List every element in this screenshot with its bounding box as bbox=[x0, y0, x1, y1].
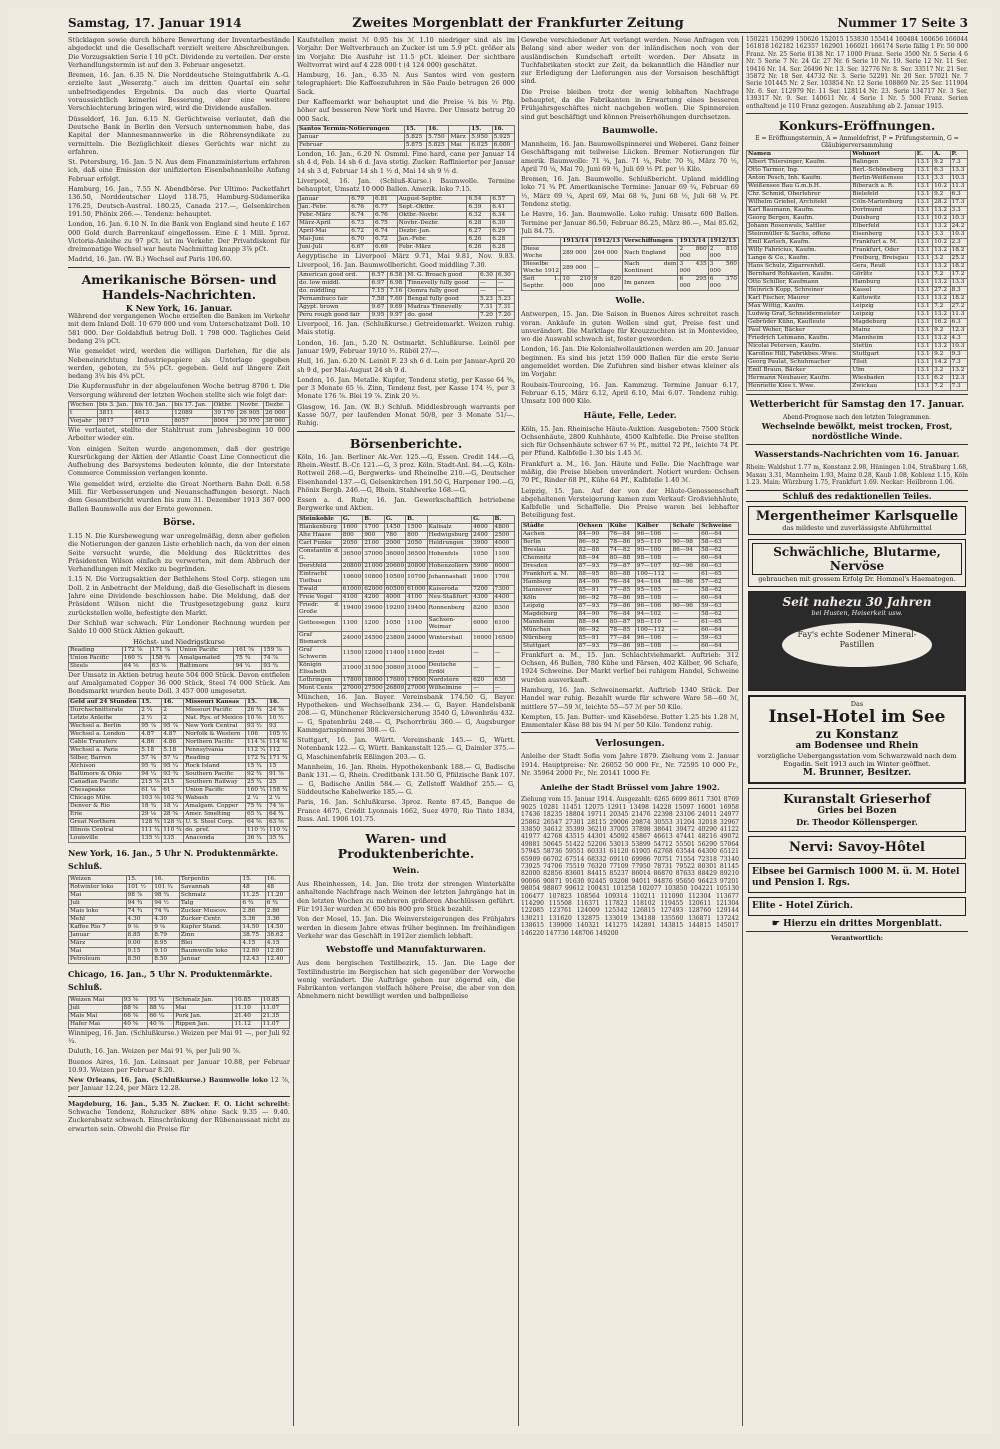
divider bbox=[746, 394, 968, 395]
heading-newyork-produkten: New York, 16. Jan., 5 Uhr N. Produktenmärkte. Schluß. bbox=[68, 847, 279, 871]
heading-wetterbericht: Wetterbericht für Samstag den 17. Januar. bbox=[749, 399, 965, 410]
subheading: Höchst- und Niedrigstkurse bbox=[133, 637, 225, 646]
heading-verlosungen: Verlosungen. bbox=[595, 738, 665, 750]
divider bbox=[746, 444, 968, 445]
text-block: Hamburg, 16. Jan., 6.35 N. Aus Santos wird von gestern telegraphiert: Die Kaffeezufuhren in São Paulo betrugen 26 000 Sack. bbox=[297, 71, 515, 96]
divider bbox=[68, 267, 290, 268]
text-block: 1.15 N. Die Kursbewegung war unregelmäßig, denn aber gefielen die Notierungen der ganzen Liste erheblich nach, da von der einen Seite versucht wurde, die Meldung des Rücktrittes des Präsidenten Wilson einfach zu verwerten, mit dem Abbruch der Verhandlungen mit Mexiko zu begründen. bbox=[68, 531, 290, 574]
ad-fays-oval bbox=[782, 623, 932, 667]
number-list: Ziehung vom 15. Januar 1914. Ausgezahlt: 6265 6699 8611 7301 8769 9025 10281 11451 12075 12911 13498 14228 15097 16001 16958 17436 18235 18804 19711 20345 21476 22398 23106 24011 24977 25862 26547 27301 28115 29006 29874 30553 31204 32018 32967 33850 34612 35399 36210 37005 37898 38641 39472 40290 41122 41977 42768 43515 44301 45092 45867 46613 47441 48216 49072 49881 50645 51422 52206 53013 53899 54712 55501 56290 57064 57945 58736 59551 60331 61120 61905 62768 63544 64300 65121 65909 66702 67514 68332 69110 69986 70751 71554 72318 73140 73925 74706 75519 76320 77109 77950 78731 79522 80301 81145 82000 82856 83601 84415 85237 86014 86870 87633 88429 89210 90066 90871 91630 92445 93208 94011 94876 95650 96423 97201 98054 98867 99612 100431 101258 102077 103850 104221 105130 106477 107823 108564 109314 110211 111090 112304 113677 114290 115508 116371 117823 118102 119455 120611 121304 122085 123761 124009 125342 126815 127493 128760 129144 130211 131620 132875 133019 134188 135560 136871 137242 138615 139900 140321 141275 142891 143815 144815 145017 146220 147736 148706 149200 bbox=[521, 796, 739, 937]
ad-insel-owner: M. Brunner, Besitzer. bbox=[802, 767, 912, 778]
wetter-forecast: Wechselnde bewölkt, meist trocken, Frost, nordöstliche Winde. bbox=[761, 421, 953, 442]
text-block: Glasgow, 16. Jan. (W. B.) Schluß. Middlesbrough warrants per Kasse 50/7, per laufenden Monat 50/8, per 3 Monate 51/—. Ruhig. bbox=[297, 402, 515, 428]
konkurs-col-wohnort: Wohnort bbox=[851, 150, 915, 158]
heading-neworleans: New Orleans, 16. Jan. (Schlußkurse.) Baumwolle loko bbox=[68, 1076, 268, 1085]
ad-hommel-sub: gebrauchen mit grossem Erfolg Dr. Hommel's Haematogen. bbox=[758, 574, 956, 583]
text-block: London, 16. Jan. 6.10 N. In die Bank von England sind heute £ 167 000 Gold durch Barrenkauf eingeflossen. Eine £ 1 Mill. 5proz. Victoria-Anleihe zu 97 pCt. ist im Verkehr. Der Privatdiskont für dreimonatige Wechsel war heute Nachmittag knapp 3⅞ pCt. bbox=[68, 220, 290, 254]
text-block: Der Umsatz in Aktien betrug heute 504 000 Stück. Davon entfielen auf Amalgamated Copper 36 000 Stück, Steel 74 000 Stück. Am Bondsmarkt wurden heute Doll. 3 457 000 umgesetzt. bbox=[68, 670, 290, 696]
konkurs-col-name: Namen bbox=[747, 150, 851, 158]
divider bbox=[746, 113, 968, 114]
text-block: Die Kupferausfuhr in der abgelaufenen Woche betrug 8706 t. Die Versorgung während der letzten Wochen stellte sich wie folgt dar: bbox=[68, 382, 290, 399]
ad-fays[interactable] bbox=[748, 591, 966, 691]
text-block: Liverpool, 16. Jan. (Schluß-Kurse.) Baumwolle. Termine behauptet, Umsatz 10 000 Ballen. Amerik. loko 7.15. bbox=[297, 176, 515, 194]
text-block: London, 16. Jan. Metalle. Kupfer, Tendenz stetig, per Kasse 64 ⅝, per 3 Monate 65 ⅛. Zinn, Tendenz fest, per Kasse 174 ½, per 3 Monate 176 ⅞. Blei 19 ⅞. Zink 20 ½. bbox=[297, 375, 515, 401]
ad-grieserhof-doctor: Dr. Theodor Köllensperger. bbox=[796, 816, 918, 827]
heading-webstoffe: Webstoffe und Manufakturwaren. bbox=[326, 945, 486, 956]
konkurs-legend: E = Eröffnungstermin, A = Anmeldefrist, P = Prüfungstermin, G = Gläubigerversammlung bbox=[755, 135, 959, 150]
column-4 bbox=[746, 36, 968, 1426]
ad-karlsquelle-sub: das mildeste und zuverlässigste Abführmittel bbox=[782, 523, 932, 532]
text-block: Antwerpen, 15. Jan. Die Saison in Buenos Aires schreitet rasch voran. Ankäufe in guten Wollen sind gut, Preise fest und unverändert. Die Marktlage für Kreuzzuchten ist in Montevideo, wo die Auswahl schwach ist, fester geworden. bbox=[521, 310, 739, 344]
heading-chicago-produkten: Chicago, 16. Jan., 5 Uhr N. Produktenmärkte. Schluß. bbox=[68, 968, 273, 992]
ad-insel-title: Insel-Hotel im See bbox=[768, 706, 946, 727]
ad-eibsee-title: Eibsee bei Garmisch 1000 M. ü. M. Hotel und Pension I. Rgs. bbox=[752, 866, 960, 888]
ad-karlsquelle-title: Mergentheimer Karlsquelle bbox=[755, 508, 959, 524]
text-block: Aus Rheinhessen, 14. Jan. Die trotz der strengen Winterkälte anhaltende Nachfrage nach Weinen der letzten Jahrgänge hat in den letzten Wochen zu mehreren größeren Abschlüssen geführt. Für 1913er wurden ℳ 650 bis 800 pro Stück bezahlt. bbox=[297, 880, 515, 914]
text-block: Stücklagen sowie durch höhere Bewertung der Inventarbestände abgedeckt und die Gesellschaft verzielt weitere Abschreibungen. Die Vorzugsaktien Serie I 10 pCt. Dividende zu verteilen. Der erste Verhandlungstermin ist auf den 3. Februar angesetzt. bbox=[68, 36, 290, 69]
newspaper-page bbox=[8, 8, 992, 1433]
text-block: Mannheim, 16. Jan. Baumwollspinnerei und Weberei. Ganz feiner Geschäftsgang mit teilweise Lücken. Bremer Notierungen für amerik. Baumwolle: 71 ¾, Jan. 71 ¼, Febr. 70 ¾, März 70 ½, April 70 ¼, Mai 70, Juni 69 ¾, Juli 69 ½ Pf. per ½ Kilo. bbox=[521, 139, 739, 173]
copper-table: Wochen bis 3. Jan. bis 10. Jan. bis 17. Jan. Oktbr. Novbr. Dezbr. t 3811 4613 12089 39 170 26 905 26 000 Vorjahr 9817 6710 8057 8004 30 970 38 060 bbox=[68, 401, 290, 426]
text-block: Mannheim, 16. Jan. Rhein. Hypothekenbank 188.— G, Badische Bank 131.— G, Rhein. Creditbank 131.50 G, Pfälzische Bank 107.— G, Badische Anilin 584.— G, Zellstoff Waldhof 255.— G, Süddeutsche Kabelwerke 185.— G. bbox=[297, 763, 515, 796]
text-block: Wie gemeldet wird, werden die willigen Darlehen, für die als Nebeneinrichtung Industriepapiere als Unterlage gegeben werden, geboten, zu 5¼ pCt. gegeben. Geld auf längere Zeit bedang 3¼ bis 4¼ pCt. bbox=[68, 347, 290, 381]
masthead-number: Nummer 17 bbox=[837, 16, 918, 30]
text-block: Madrid, 16. Jan. (W. B.) Wechsel auf Paris 106.60. bbox=[68, 255, 233, 264]
column-rule bbox=[518, 36, 519, 1426]
stock-quotes-table: Geld auf 24 Stunden 15. 16. Missouri Kansas 15. 16. Durchschnittsrate 2 ¼ 2 Missouri Pacific 26 ¾ 24 ⅞ Letzte Anleihe 2 ½ 2 Nat. Rys. of Mexico 10 ⅝ 10 ½ Wechsel a. Berlin 95 ⅞ 95 ⅞ New York Central 93 ½ 93 Wechsel a. London 4.87 4.87 Norfolk & Western 106 105 ½ Cable Transfers 4.86 4.86 Northern Pacific 114 ⅞ 114 ⅜ Wechsel a. Paris 5.18 5.18 Pennsylvania 112 ¼ 112 Silber, Barren 57 ⅜ 57 ¼ Reading 172 ¾ 171 ¾ Atchison 95 ¾ 95 ¼ Rock Island 15 ¼ 15 Baltimore & Ohio 94 ¼ 93 ¾ Southern Pacific 92 ¾ 91 ⅞ Canadian Pacific 215 ⅞ 215 Southern Railway 25 ¼ 25 Chesapeake 61 ⅛ 61 Union Pacific 160 ¼ 158 ¾ Chicago Milw. 103 ⅜ 102 ¾ Wabash 2 ¼ 2 ¼ Denver & Rio 18 ¾ 18 ¼ Amalgam. Copper 75 ¾ 74 ⅞ Erie 29 ⅛ 28 ⅝ Amer. Smelting 65 ¼ 64 ¾ Great Northern 128 ¾ 128 ¼ U. S. Steel Corp. 64 ⅝ 63 ⅝ Illinois Central 111 ¼ 110 ¾ do. pref. 110 ½ 110 ¼ Louisville 135 ½ 135 Anaconda 36 ¼ 35 ¾ bbox=[68, 698, 290, 843]
ad-grieserhof-title: Kuranstalt Grieserhof bbox=[783, 791, 931, 806]
text-block: Bremen, 16. Jan. Baumwolle. Schlußbericht. Upland middling loko 71 ¾ Pf. Amerikanische Termine: Januar 69 ¾, Februar 69 ½, März 69 ¼, April 69, Mai 68 ¾, Juni 68 ½, Juli 68 ¼ Pf. Tendenz stetig. bbox=[521, 175, 739, 209]
chicago-produkten-table: Weizen Mai 93 ⅝ 93 ¼ Schmalz Jan. 10.85 10.85 Juli 88 ⅝ 88 ¼ Mai 11.10 11.07 Mais Mai 66 ⅝ 66 ¼ Pork Jan. 21.40 21.35 Hafer Mai 40 ⅝ 40 ⅝ Rippen Jan. 11.12 11.07 bbox=[68, 996, 290, 1029]
text-block: Essen a. d. Ruhr, 16. Jan. Gewerkschaftlich betriebene Bergwerke und Aktien. bbox=[297, 496, 515, 513]
konkurs-col-a: A. bbox=[933, 150, 950, 158]
ad-hommel-title: Schwächliche, Blutarme, Nervöse bbox=[752, 543, 962, 575]
text-block: Roubaix-Tourcoing, 16. Jan. Kammzug. Termine Januar 6.17, Februar 6.15, März 6.12, April 6.10, Mai 6.07. Tendenz ruhig. Umsatz 100 000 Kilo. bbox=[521, 380, 739, 406]
number-list: 150221 150299 150626 152015 153830 155414 160484 160656 166044 161818 162182 162357 162901 166021 166174 Serie fällig 1 Fr. 50 000 Franz. Nr. 25 Serie 8138 Nr. 17 1000 Franz. Serie 3500 Nr. 5 Serie 4 6 Nr. 5 Serie 7 Nr. 24 Gr. 27 Nr. 6 Serie 10 Nr. 19. Serie 12 Nr. 11 Ser. 19416 Nr. 14. Ser. 26496 Nr. 13. Ser. 32776 Nr. 8. Ser. 33517 Nr. 21 Ser. 35872 Nr. 18 Ser. 44732 Nr. 3. Serie 52291 Nr. 20 Ser. 57021 Nr. 7 Serie 101445 Nr. 2 Ser. 103854 Nr. 12 Serie 108869 Nr. 25 Ser. 111904 Nr. 6. Ser. 112979 Nr. 11 Ser. 128114 Nr. 23. Serie 134717 Nr. 3 Ser. 139317 Nr. 9. Ser. 140611 Nr. 4 Serie 1 Nr. 5 500 Franz. Serien enthaltend je 110 Franz gezogen. Auszahlung ab 2. Januar 1915. bbox=[746, 36, 968, 110]
text-block: Magdeburg, 16. Jan., 5.35 N. Zucker. F. O. Licht schreibt: Schwache Tendenz, Rohzucker 88% ohne Sack 9.35 — 9.40. Zuckerabsatz schwach. Einschränkung der Rübenaussaat nicht zu erwarten sein. Obwohl die Preise für bbox=[68, 1099, 290, 1133]
end-editorial: Schluß des redaktionellen Teiles. bbox=[746, 490, 968, 502]
heading-wasserstand: Wasserstands-Nachrichten vom 16. Januar. bbox=[754, 450, 960, 461]
newyork-produkten-table: Weizen 15. 16. Terpentin 15. 16. Rotwinter loko 101 ½ 101 ¼ Savannah 48 48 Mai 98 ⅞ 98 ¾ Schmalz 11.25 11.20 Juli 94 ¾ 94 ½ Talg 6 ¾ 6 ¾ Mais loko 74 ¾ 74 ¾ Zucker Muscov. 2.86 2.86 Mehl 4.30 4.30 Zucker Centr. 3.36 3.36 Kaffee Rio 7 9 ⅛ 9 ⅛ Kupfer Stand. 14.50 14.50 Januar 8.85 8.79 Zinn 38.75 38.62 März 9.00 8.95 Blei 4.15 4.15 Mai 9.15 9.10 Baumwolle loko 12.80 12.80 Petroleum 8.50 8.50 Januar 12.43 12.40 bbox=[68, 875, 290, 964]
ad-insel-subtitle: am Bodensee und Rhein bbox=[795, 740, 919, 751]
text-block: Köln, 16. Jan. Berliner Ak.-Ver. 125.—G, Essen. Credit 144.—G, Rhein.-Westf. B.-Cr. 121.—G, 3 proz. Köln. Stadt-Anl. 84.—G, Köln-Rottweil 268.—G, Bergwerks- und Rheinelbe 210.—G, Deutscher Eisenhandel 137.—G, Gelsenkirchen 191.50 G, Harpener 190.—G, Phönix Bergb. 246.—G, Rhein. Stahlwerke 168.—G. bbox=[297, 452, 515, 494]
text-block: Hamburg, 16. Jan., 7.55 N. Abendbörse. Per Ultimo: Packetfahrt 136.50, Norddeutscher Lloyd 118.75, Hamburg-Südamerika 176.25, Deutsch-Austral. 180.25, Canada 217.—, Gelsenkirchen 191.50, Phönix 266.—. Tendenz: behauptet. bbox=[68, 185, 290, 218]
text-block: Hamburg, 16. Jan. Schweinemarkt. Auftrieb 1340 Stück. Der Handel war ruhig. Bezahlt wurde für schwere Ware 58—60 ℳ, mittlere 57—59 ℳ, leichte 55—57 ℳ per 50 Kilo. bbox=[521, 685, 739, 711]
ad-grieserhof-place: Gries bei Bozen bbox=[817, 805, 897, 816]
heading-wein: Wein. bbox=[392, 866, 420, 877]
column-3 bbox=[521, 36, 739, 1426]
kurse-table: Reading 172 ⅞ 171 ⅞ Union Pacific 161 ⅝ 159 ⅞ Union Pacific 160 ¼ 158 ¾ Amalgamated 75 ¾ 74 ⅞ Steels 64 ⅝ 63 ⅝ Baltimore 94 ¼ 93 ¾ bbox=[68, 646, 290, 671]
masthead-title: Zweites Morgenblatt der Frankfurter Zeitung bbox=[352, 16, 684, 31]
text-block: Der Schluß war schwach. Für Londoner Rechnung wurden per Saldo 10 000 Stück Aktien gekauft. bbox=[68, 618, 290, 636]
column-1 bbox=[68, 36, 290, 1426]
ad-fays-title: Seit nahezu 30 Jahren bbox=[782, 594, 932, 609]
verantwortlich: Verantwortlich: bbox=[831, 935, 883, 943]
column-rule bbox=[293, 36, 294, 1426]
text-block: Leipzig, 15. Jan. Auf der von der Häute-Genossenschaft abgehaltenen Versteigerung kamen zum Verkauf: Großviehhäute, Kalbfelle und Schaffelle. Die Preise waren bei lebhafter Beteiligung fest. bbox=[521, 486, 739, 520]
section-heading-boersenberichte: Börsenberichte. bbox=[349, 435, 463, 451]
ad-fays-brand: Fay's echte Sodener Mineral-Pastillen bbox=[797, 629, 917, 649]
text-block: Gewebe verschiedener Art verlangt werden. Neue Anfragen von Belang sind aber weder von der inländischen noch von der ausländischen Kundschaft erteilt worden. Der Absatz in Tuchfabrikaten stockt zur Zeit, da bekanntlich die Händler nur zur Erledigung der Lieferungen aus der Vorsaison beschäftigt sind. bbox=[521, 36, 739, 86]
ad-grieserhof[interactable] bbox=[748, 788, 966, 832]
text-block: Bremen, 16. Jan. 6.35 N. Die Norddeutsche Steingutfabrik A.-G. erzielte laut „Weserztg.“ auch im dritten Quartal ein sehr unbefriedigendes Ergebnis. Da auch das vierte Quartal voraussichtlich keinerlei Besserung, eher eine weitere Verschlechterung bringen wird, wird die Dividende ausfallen. bbox=[68, 71, 290, 113]
ad-savoy[interactable] bbox=[748, 836, 966, 859]
text-block: London, 16. Jan., 5.20 N. Ostmarkt. Schlußkurse. Leinöl per Januar 19/9, Februar 19/10 ½. Rüböl 27/—. bbox=[297, 338, 515, 355]
text-block: Frankfurt a. M., 16. Jan. Häute und Felle. Die Nachfrage war mäßig, die Preise blieben unverändert. Notiert wurden: Ochsen 70 Pf., Rinder 68 Pf., Kühe 64 Pf., Kalbfelle 1.40 ℳ. bbox=[521, 459, 739, 485]
ad-elite[interactable] bbox=[748, 897, 966, 916]
text-block: Wie gemeldet wird, erzielte die Great Northern Bahn Doll. 6.58 Mill. für Verbesserungen und Neuanschaffungen besorgt. Nach dem Gesamtbericht wurden bis zum 31. Dezember 1913 367 000 Ballen Baumwolle aus der Ernte gewonnen. bbox=[68, 479, 290, 513]
text-block: London, 16. Jan., 6.20 N. Osmml. Fine hard, cane per Januar 14 sh 4 d, Feb. 14 sh 6 d. Java stetig. Zucker. Raffinierter per Januar 14 sh 3 d, Februar 14 sh 1 ½ d, Mai 14 sh 9 ½ d. bbox=[297, 149, 515, 175]
heading-magdeburg: Magdeburg, 16. Jan., 5.35 N. Zucker. F. O. Licht schreibt bbox=[68, 1099, 288, 1108]
ad-insel-das: Das bbox=[850, 699, 864, 708]
liverpool-table: Januar 6.79 6.81 August-Septbr. 6.54 6.57 Jan.-Febr. 6.76 6.77 Sept.-Oktbr. 6.39 6.41 Febr.-März 6.74 6.76 Oktbr.-Novbr. 6.32 6.34 März-April 6.73 6.75 Novbr.-Dezbr. 6.28 6.30 April-Mai 6.72 6.74 Dezbr.-Jan. 6.27 6.29 Mai-Juni 6.70 6.72 Jan.-Febr. 6.26 6.28 Juni-Juli 6.67 6.69 Febr.-März 6.26 6.28 bbox=[297, 195, 515, 252]
text-block: Wie verlautet, stellte der Stahltrust zum Jahresbeginn 10 000 Arbeiter wieder ein. bbox=[68, 425, 290, 443]
text-block: Düsseldorf, 16. Jan. 6.15 N. Gerüchtweise verlautet, daß die Deutsche Bank in Berlin den Versuch unternommen habe, das Kapital der Mannesmannwerke in die Röhrensyndikate zu vermitteln. Die Bezüglichkeit dieses Gerüchts war nicht zu erfahren. bbox=[68, 114, 290, 156]
text-block: Rhein: Waldshut 1.77 m, Konstanz 2.98, Hüningen 1.04, Straßburg 1.68, Maxau 3.31, Mannheim 1.93, Mainz 0.28, Kaub 1.08, Koblenz 1.15, Köln 1.23. Main: Würzburg 1.75, Frankfurt 1.69. Neckar: Heilbronn 1.06. bbox=[746, 464, 968, 487]
konkurs-col-e: E. bbox=[915, 150, 932, 158]
section-heading-amerikanische: Amerikanische Börsen- und Handels-Nachrichten. bbox=[81, 271, 277, 302]
ad-eibsee[interactable] bbox=[748, 863, 966, 893]
text-block: Während der vergangenen Woche erzielten die Banken im Verkehr mit dem Inland Doll. 10 679 000 und vom Unterschatzamt Doll. 10 581 000. Der Goldabfluß betrug Doll. 1 798 000. Tagliches Geld bedang 2¼ pCt. bbox=[68, 312, 290, 345]
text-block: Die Preise bleiben trotz der wenig lebhaften Nachfrage behauptet, da die Fabrikanten in Erwartung eines besseren Frühjahrsgeschäftes nicht nachgeben wollen. Die Spinnereien sind gut beschäftigt und können Preiserhöhungen durchsetzen. bbox=[521, 87, 739, 121]
text-block: Hull, 16. Jan. 6.20 N. Leinöl F. 23 sh 6 d. Lein per Januar-April 20 sh 9 d, per Mai-August 24 sh 9 d. bbox=[297, 357, 515, 374]
text-block: Winnipeg, 16. Jan. (Schlußkurse.) Weizen per Mai 91 —, per Juli 92 ¼. bbox=[68, 1028, 290, 1045]
bergwerke-table: Steinkohle G. B. G. B. G. B. Blankenburg 1600 1700 1450 1500 Kalisalz 4600 4800 Alte Haase 800 900 780 800 Hedwigsburg 2400 2500 Carl Funke 2050 2100 2000 2050 Heldrungen 3900 4000 Constantin d. G. 36500 37000 36000 36500 Hohenfels 1050 1100 Dorstfeld 20800 21000 20600 20800 Hohenzollern 5900 6000 Eintracht Tiefbau 10600 10800 10500 10700 Johannashall 1600 1700 Ewald 61000 62000 60500 61000 Kaiseroda 7200 7300 Freie Vogel 4100 4200 4000 4100 Neu-Staßfurt 4300 4400 Friedr. d. Große 19400 19600 19200 19400 Ronnenberg 8200 8300 Gottessegen 1100 1200 1050 1100 Sachsen-Weimar 6000 6100 Graf Bismarck 24000 24500 23800 24000 Wintershall 16000 16500 Graf Schwerin 11500 12000 11400 11600 Erdöl — — Königin Elisabeth 31000 31500 30800 31000 Deutsche Erdöl — — Lothringen 17800 18000 17600 17800 Nordstern 620 630 Mont Cenis 27000 27500 26800 27000 Wilhelmine — — bbox=[299, 515, 513, 691]
divider bbox=[521, 732, 739, 733]
pointing-hand-icon: ☛ bbox=[771, 918, 780, 929]
masthead-page bbox=[837, 16, 968, 30]
ad-elite-title: Elite - Hotel Zürich. bbox=[752, 900, 853, 911]
divider bbox=[297, 431, 515, 432]
ad-savoy-title: Nervi: Savoy-Hôtel bbox=[789, 839, 925, 855]
text-block: Von einigen Seiten wurde angenommen, daß der gestrige Kursrückgang der Aktien der Atlantic Coast Line Connecticut die Aufhebung des Barsystems bedeuten könnte, die der Interstate Commerce Commission verlangen konnte. bbox=[68, 444, 290, 478]
ad-fays-sub: bei Husten, Heiserkeit usw. bbox=[811, 608, 903, 617]
text-block: Le Havre, 16. Jan. Baumwolle. Loko ruhig. Umsatz 600 Ballen. Termine per Januar 86.50, Februar 86.25, März 86.—, Mai 85.62, Juli 84.75. bbox=[521, 210, 739, 235]
kaffee-table: Santos Termin-Notierungen 15. 16. 15. 16. Januar 5.825 5.750 März 5.950 5.925 Februar 5.875 5.825 Mai 6.025 6.000 bbox=[297, 125, 515, 150]
text-block: Frankfurt a. M., 15. Jan. Schlachtviehmarkt. Auftrieb: 312 Ochsen, 46 Bullen, 780 Kühe und Färsen, 402 Kälber, 96 Schafe, 1924 Schweine. Der Markt verlief bei ruhigem Handel, Schweine wurden ausverkauft. bbox=[521, 650, 739, 684]
text-block: Anleihe der Stadt Sofia vom Jahre 1879. Ziehung vom 2. Januar 1914. Hauptpreise: Nr. 26052 50 000 Fr., Nr. 72595 10 000 Fr., Nr. 35964 2000 Fr., Nr. 20141 1000 Fr. bbox=[521, 752, 739, 778]
konkurs-table: Namen Wohnort E. A. P. Albert Thiersinger, Kaufm. Balingen 13.1 9.2 7.3 Otto Tarmor, Ing. Berl.-Schöneberg 13.1 6.3 13.3 Anton Pesch, Inh. Kaufm. Berlin-Weißensee 13.1 3.3 10.3 Weißensee Bau G.m.b.H. Biberach a. R. 13.1 10.2 11.3 Chr. Schmid, Oberlehrer Bielefeld 13.1 9.2 6.3 Wilhelm Griebel, Architekt Cöln-Marienburg 13.1 28.2 17.3 Karl Baumann, Kaufm. Dortmund 13.1 13.2 3.3 Georg Bergen, Kaufm. Duisburg 13.1 10.2 10.3 Johann Rosenwuls, Sattler Elberfeld 13.1 13.2 24.2 Steinmüller & Sachs, offene Eisenberg 13.1 3.3 10.3 Emil Karlsch, Kaufm. Frankfurt a. M. 13.1 10.2 2.3 Willy Fabricius, Kaufm. Frankfurt, Oder 13.1 13.2 18.2 Lange & Co., Kaufm. Freiburg, Breisgau 13.1 3.2 25.2 Hans Schulz, Zigarrenhdl. Gera, Reuß 13.1 13.2 18.2 Bernhard Rohkasten, Kaufm. Görlitz 13.1 7.2 17.2 Otto Schiller, Kaufmann Hamburg 13.1 13.2 13.3 Heinrich Kopp, Schreiner Kassel 13.1 27.2 8.3 Karl Fischer, Maurer Kattowitz 13.1 13.2 18.2 Max Wittig, Kaufm. Leipzig 13.1 7.2 27.2 Ludwig Graf, Schneidermeister Leipzig 13.1 13.2 11.3 Gebrüder Kühn, Kaufleute Magdeburg 13.1 16.2 6.3 Paul Weber, Bäcker Mainz 13.1 9.2 12.3 Friedrich Lehmann, Kaufm. Mannheim 13.1 13.2 4.3 Nicolai Petersen, Kaufm. Stettin 13.1 13.2 10.3 Karoline Hill, Fabrikbes.-Wwe. Stuttgart 13.1 9.2 9.3 Georg Paulat, Schuhmacher Tilsit 13.1 14.2 7.3 Emil Braun, Bäcker Ulm 13.1 3.2 13.2 Hermann Neubauer, Kaufm. Wiesbaden 13.1 6.2 12.3 Henriette Kiee t. Wwe. Zwickau 13.1 7.2 7.3 bbox=[746, 150, 968, 391]
masthead bbox=[68, 14, 968, 33]
heading-anleihe-stadt: Anleihe der Stadt Brüssel vom Jahre 1902. bbox=[540, 783, 720, 793]
ad-insel-desc: vorzügliche Uebergangsstation vom Schwarzwald nach dem Engadin. Seit 1913 auch im Winter geöffnet. bbox=[757, 751, 957, 768]
divider bbox=[68, 1096, 290, 1097]
text-block: Duluth, 16. Jan. Weizen per Mai 91 ⅝, per Juli 90 ⅞. bbox=[68, 1047, 241, 1056]
heading-haeute: Häute, Felle, Leder. bbox=[583, 410, 677, 421]
notice-drittes-morgenblatt bbox=[746, 920, 968, 928]
divider bbox=[746, 931, 968, 932]
masthead-date: Samstag, 17. Januar 1914 bbox=[68, 16, 242, 30]
heading-wolle: Wolle. bbox=[615, 296, 645, 307]
text-block: Stuttgart, 16. Jan. Württ. Vereinsbank 145.— G, Württ. Notenbank 122.— G, Württ. Bankanstalt 125.— G, Daimler 375.— G, Maschinenfabrik Eßlingen 203.— G. bbox=[297, 736, 515, 761]
text-block: Der Kaffeemarkt war behauptet und die Preise ¼ bis ½ Pfg. höher auf besseren New York und Havre. Der Umsatz betrug 20 000 Sack. bbox=[297, 98, 515, 123]
baumwolle-table: 1913/14 1912/13 Verschiffungen 1913/14 1912/13 Diese Woche 289 000 264 000 Nach England 2 860 000 2 810 000 Dieselbe Woche 1912 289 000 — Nach dem Kontinent 3 435 000 3 560 000 Seit 1. Septbr. 10 210 000 9 820 000 Im ganzen 6 295 000 6 370 000 bbox=[523, 238, 737, 290]
wetter-note: Abend-Prognose nach den letzten Telegrammen. bbox=[783, 413, 931, 421]
text-block: Paris, 16. Jan. Schlußkurse. 3proz. Rente 87.45, Banque de France 4675, Crédit Lyonnais 1662, Suez 4970, Rio Tinto 1834, Russ. Anl. 1906 101.75. bbox=[297, 798, 515, 823]
text-block: 1.15 N. Die Vorzugsaktien der Bethlehem Steel Corp. stiegen um Doll. 2 in Anbetracht der Meldung, daß die Gesellschaft in diesem Jahre eine Dividende beschlossen habe. Die Meldung, daß der Präsident Wilson nicht die Trustgesetzgebung ganz kurz zurückstellen wolle, befestigte den Markt. bbox=[68, 575, 290, 617]
ad-insel-hotel[interactable] bbox=[748, 695, 966, 784]
text-block: Aegyptische in Liverpool März 9.71, Mai 9.81, Nov. 9.83. Liverpool, 16. Jan. Baumwollbericht. Good middling 7.30. bbox=[297, 252, 515, 269]
text-block: St. Petersburg, 16. Jan. 5 N. Aus dem Finanzministerium erfahren ich, daß eine Emission der unifizierten Eisenbahnanleihe Anfang Februar erfolgt. bbox=[68, 158, 290, 183]
liverpool-table-2: American good ord. 6.57 6.58 M. G. Broach good 6.30 6.30 do. low middl. 6.97 6.98 Tinnevelly fully good — — do. middling 7.15 7.16 Oomra fully good — — Pernambuco fair 7.58 7.60 Bengal fully good 5.23 5.23 Ägypt. brown 9.67 9.69 Madras Tinnevelly 7.31 7.31 Peru rough good fair 9.95 9.97 do. good 7.20 7.20 bbox=[297, 271, 515, 320]
ad-hommel[interactable] bbox=[748, 539, 966, 587]
text-block: Kaufstellen meist ℳ 0.95 bis ℳ 1.10 niedriger sind als im Vorjahr. Der Weltverbrauch an Zucker ist um 5.9 pCt. größer als im Vorjahr. Die Ausfuhr ist 11.5 pCt. kleiner. Der sichtbare Weltvorrat wird auf 4 228 000 t (4 124 000) geschätzt. bbox=[297, 36, 515, 69]
text-block: Aus dem bergischen Textilbezirk, 15. Jan. Die Lage der Textilindustrie im Bergischen hat sich gegenüber der Vorwoche wenig verändert. Die Aufträge gehen nur zögernd ein, die Fabrikanten verlangen vielfach höhere Preise, die aber von den Abnehmern nicht bewilligt werden und balbpnlleise bbox=[297, 959, 515, 1001]
divider bbox=[297, 826, 515, 827]
heading-boerse: Börse. bbox=[162, 517, 196, 528]
text-block: München, 16. Jan. Bayer. Vereinsbank 174.50 G, Bayer. Hypotheken- und Wechselbank 234.— G, Bayer. Handelsbank 208.— G, Münchener Rückversicherung 3540 G, Löwenbräu 432.— G, Spatenbräu 248.— G, Pschorrbräu 360.— G, Augsburger Kammgarnspinnerei 308.— G. bbox=[297, 692, 515, 734]
masthead-page-number: Seite 3 bbox=[921, 16, 968, 30]
section-heading-waren: Waren- und Produktenberichte. bbox=[337, 831, 475, 862]
dateline-newyork: K New York, 16. Januar. bbox=[125, 302, 233, 313]
konkurs-col-p: P. bbox=[950, 150, 967, 158]
ad-insel-location: zu Konstanz bbox=[815, 726, 899, 741]
ad-karlsquelle[interactable] bbox=[748, 506, 966, 535]
text-block: New Orleans, 16. Jan. (Schlußkurse.) Baumwolle loko 12 ⅞, per Januar 12.24, per März 12.28. bbox=[68, 1076, 290, 1093]
column-rule bbox=[742, 36, 743, 1426]
text-block: Buenos Aires, 16. Jan. Leinsaat per Januar 10.88, per Februar 10.93. Weizen per Februar 8.20. bbox=[68, 1057, 290, 1074]
haeute-table: Städte Ochsen Kühe Kälber Schafe Schweine Aachen 84—90 76—84 96—106 — 60—64 Berlin 86—92 78—86 95—110 90—98 58—63 Breslau 82—88 74—82 90—100 86—94 58—62 Chemnitz 88—94 80—88 98—108 — 60—64 Dresden 87—93 79—87 97—107 92—96 60—63 Frankfurt a. M. 88—95 80—88 100—112 — 61—65 Hamburg 84—90 76—84 94—104 88—96 57—62 Hannover 85—91 77—85 95—105 — 58—62 Köln 86—92 78—86 98—108 — 60—64 Leipzig 87—93 79—86 96—106 90—96 59—63 Magdeburg 84—90 76—84 94—102 — 58—62 Mannheim 88—94 80—87 98—110 — 61—65 München 86—92 78—85 100—112 — 60—64 Nürnberg 85—91 77—84 96—106 — 59—63 Stuttgart 87—93 79—86 98—108 — 60—64 bbox=[521, 522, 739, 651]
heading-baumwolle: Baumwolle. bbox=[602, 125, 658, 136]
text-block: Köln, 15. Jan. Rheinische Häute-Auktion. Ausgeboten: 7500 Stück Ochsenhäute, 2800 Kuhhäute, 4500 Kalbfelle. Die Preise stellten sich für Ochsenhäute schwer 67 ½ Pf., mittel 72 Pf., leichte 74 Pf. per Pfund. Kalbfelle 1.30 bis 1.45 ℳ. bbox=[521, 424, 739, 458]
text-block: London, 16. Jan. Die Kolonialwollauktionen werden am 20. Januar beginnen. Es sind bis jetzt 159 000 Ballen für die erste Serie angemeldet worden. Die Zufuhren sind bisher etwas kleiner als im Vorjahr. bbox=[521, 345, 739, 379]
text-block: Von der Mosel, 15. Jan. Die Weinversteigerungen des Frühjahrs werden in diesem Jahre etwas früher beginnen. Im freihändigen Verkehr war das Geschäft in 1912er ziemlich lebhaft. bbox=[297, 915, 515, 940]
section-heading-konkurs: Konkurs-Eröffnungen. bbox=[778, 118, 936, 134]
notice-text: Hierzu ein drittes Morgenblatt. bbox=[783, 918, 943, 929]
column-2 bbox=[297, 36, 515, 1426]
text-block: Liverpool, 16. Jan. (Schlußkurse.) Getreidemarkt. Weizen ruhig. Mais stetig. bbox=[297, 320, 515, 337]
text-block: Kempten, 15. Jan. Butter- und Käsebörse. Butter 1.25 bis 1.28 ℳ, Emmentaler Käse 88 bis 94 ℳ per 50 Kilo. Tendenz ruhig. bbox=[521, 712, 739, 730]
